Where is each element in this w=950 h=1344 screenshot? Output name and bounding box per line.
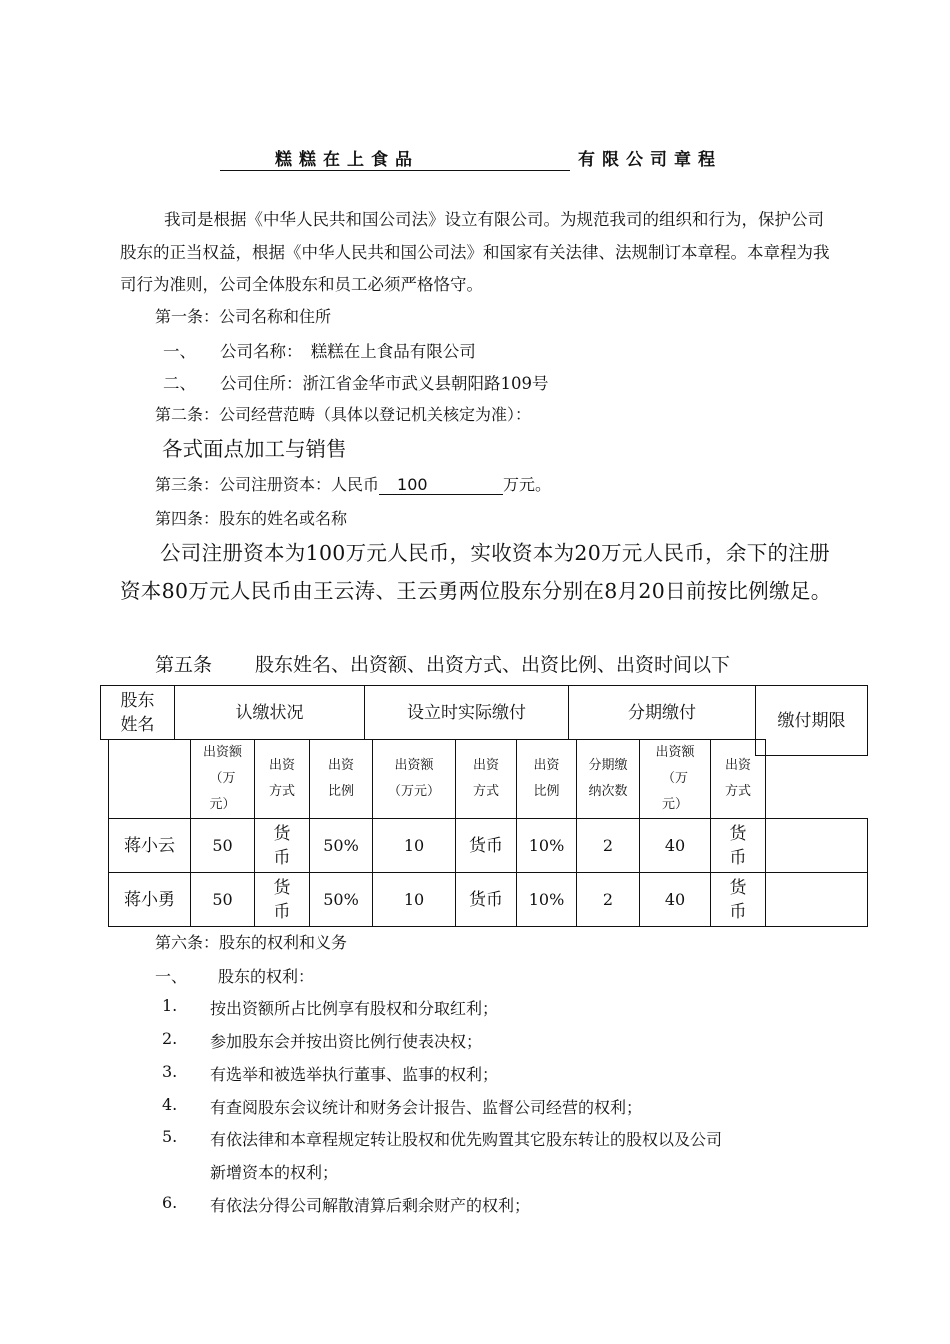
row-1-name: 蒋小云 xyxy=(108,818,191,873)
subheader-text: 分期缴 xyxy=(588,758,628,773)
subheader-paid-amount xyxy=(372,739,456,819)
subheader-text: 方式 xyxy=(268,784,295,799)
subheader-subscribed-method xyxy=(254,739,310,819)
article-6-sub-title: 股东的权利： xyxy=(218,967,315,986)
right-6-text: 有依法分得公司解散清算后剩余财产的权利； xyxy=(210,1196,531,1215)
registered-capital-amount: 100 xyxy=(379,475,503,495)
header-installment: 分期缴付 xyxy=(568,685,756,740)
row-2-installment-times: 2 xyxy=(576,872,640,927)
right-1-text: 按出资额所占比例享有股权和分取红利； xyxy=(210,999,499,1018)
article-5-label: 第五条 xyxy=(155,654,213,676)
article-3-registered-capital xyxy=(155,472,551,495)
subheader-text: 比例 xyxy=(533,784,560,799)
article-1-heading: 第一条：公司名称和住所 xyxy=(155,307,332,326)
subheader-installment-times xyxy=(576,739,640,819)
subheader-subscribed-ratio xyxy=(309,739,373,819)
article-2-heading: 第二条：公司经营范畴（具体以登记机关核定为准）： xyxy=(155,405,532,424)
row-1-paid-method: 货币 xyxy=(455,818,517,873)
subheader-text: 方式 xyxy=(724,784,751,799)
article-1-company-address: 公司住所：浙江省金华市武义县朝阳路109号 xyxy=(220,374,549,393)
subheader-text: 方式 xyxy=(472,784,499,799)
right-5-text: 有依法律和本章程规定转让股权和优先购置其它股东转让的股权以及公司 xyxy=(210,1130,723,1149)
row-2-subscribed-method xyxy=(254,872,310,927)
right-4-number: 4. xyxy=(162,1095,178,1114)
subheader-text: 出资 xyxy=(724,758,751,773)
title-company-name: 糕糕在上食品 xyxy=(220,145,570,171)
header-paid-at-founding: 设立时实际缴付 xyxy=(364,685,569,740)
subheader-text: 纳次数 xyxy=(588,784,628,799)
article-4-heading: 第四条：股东的姓名或名称 xyxy=(155,509,348,528)
article-1-item-1-number: 一、 xyxy=(163,342,196,361)
subheader-blank xyxy=(108,739,191,819)
article-1-company-name: 公司名称： 糕糕在上食品有限公司 xyxy=(220,342,476,361)
right-5-number: 5. xyxy=(162,1127,178,1146)
subheader-text: 出资额 xyxy=(202,745,242,760)
right-6-number: 6. xyxy=(162,1193,178,1212)
cell-text: 币 xyxy=(729,901,747,922)
row-2-deadline xyxy=(765,872,868,927)
row-2-subscribed-amount: 50 xyxy=(190,872,255,927)
subheader-text: （万 xyxy=(661,771,688,786)
row-2-installment-method xyxy=(710,872,766,927)
title-suffix: 有限公司章程 xyxy=(578,150,722,170)
header-subscribed: 认缴状况 xyxy=(174,685,365,740)
row-2-paid-ratio: 10% xyxy=(516,872,577,927)
row-1-subscribed-method xyxy=(254,818,310,873)
row-2-paid-amount: 10 xyxy=(372,872,456,927)
cell-text: 货 xyxy=(729,877,747,898)
subheader-text: 出资 xyxy=(327,758,354,773)
document-title xyxy=(220,145,722,171)
cell-text: 币 xyxy=(273,847,291,868)
header-name-line-1: 股东 xyxy=(120,690,155,711)
row-1-deadline xyxy=(765,818,868,873)
row-2-subscribed-ratio: 50% xyxy=(309,872,373,927)
right-3-number: 3. xyxy=(162,1062,178,1081)
cell-text: 币 xyxy=(273,901,291,922)
subheader-text: （万 xyxy=(209,771,236,786)
header-payment-deadline: 缴付期限 xyxy=(755,685,868,756)
article-5-text: 股东姓名、出资额、出资方式、出资比例、出资时间以下 xyxy=(255,654,731,676)
subheader-text: 比例 xyxy=(327,784,354,799)
subheader-text: 出资 xyxy=(533,758,560,773)
subheader-text: （万元） xyxy=(387,784,440,799)
article-2-business-scope: 各式面点加工与销售 xyxy=(162,437,347,461)
intro-paragraph: 我司是根据《中华人民共和国公司法》设立有限公司。为规范我司的组织和行为，保护公司股东的正当权益，根据《中华人民共和国公司法》和国家有关法律、法规制订本章程。本章程为我司行为准则，公司全体股东和员工必须严格恪守。 xyxy=(120,210,830,294)
article-3-suffix: 万元。 xyxy=(503,475,552,494)
article-6-heading: 第六条：股东的权利和义务 xyxy=(155,933,348,952)
row-2-installment-amount: 40 xyxy=(639,872,711,927)
subheader-text: 元） xyxy=(209,797,236,812)
right-2-number: 2. xyxy=(162,1029,178,1048)
row-1-installment-amount: 40 xyxy=(639,818,711,873)
cell-text: 币 xyxy=(729,847,747,868)
subheader-subscribed-amount xyxy=(190,739,255,819)
right-3-text: 有选举和被选举执行董事、监事的权利； xyxy=(210,1065,499,1084)
cell-text: 货 xyxy=(273,877,291,898)
subheader-paid-method xyxy=(455,739,517,819)
cell-text: 货 xyxy=(729,823,747,844)
subheader-text: 出资额 xyxy=(394,758,434,773)
row-2-paid-method: 货币 xyxy=(455,872,517,927)
subheader-text: 出资额 xyxy=(655,745,695,760)
right-2-text: 参加股东会并按出资比例行使表决权； xyxy=(210,1032,483,1051)
subheader-paid-ratio xyxy=(516,739,577,819)
article-3-prefix: 第三条：公司注册资本：人民币 xyxy=(155,475,380,494)
header-name-line-2: 姓名 xyxy=(120,714,155,735)
article-4-content: 公司注册资本为100万元人民币，实收资本为20万元人民币，余下的注册资本80万元人民币由王云涛、王云勇两位股东分别在8月20日前按比例缴足。 xyxy=(120,541,832,603)
row-1-subscribed-amount: 50 xyxy=(190,818,255,873)
right-4-text: 有查阅股东会议统计和财务会计报告、监督公司经营的权利； xyxy=(210,1098,643,1117)
row-1-subscribed-ratio: 50% xyxy=(309,818,373,873)
article-6-sub-number: 一、 xyxy=(155,967,188,986)
row-1-installment-method xyxy=(710,818,766,873)
header-shareholder-name xyxy=(100,685,175,740)
row-2-name: 蒋小勇 xyxy=(108,872,191,927)
article-1-item-2-number: 二、 xyxy=(163,374,196,393)
subheader-text: 元） xyxy=(661,797,688,812)
subheader-installment-method xyxy=(710,739,766,819)
subheader-text: 出资 xyxy=(268,758,295,773)
right-5-text-continued: 新增资本的权利； xyxy=(210,1163,339,1182)
subheader-text: 出资 xyxy=(472,758,499,773)
row-1-paid-ratio: 10% xyxy=(516,818,577,873)
right-1-number: 1. xyxy=(162,996,178,1015)
row-1-installment-times: 2 xyxy=(576,818,640,873)
subheader-installment-amount xyxy=(639,739,711,819)
cell-text: 货 xyxy=(273,823,291,844)
row-1-paid-amount: 10 xyxy=(372,818,456,873)
